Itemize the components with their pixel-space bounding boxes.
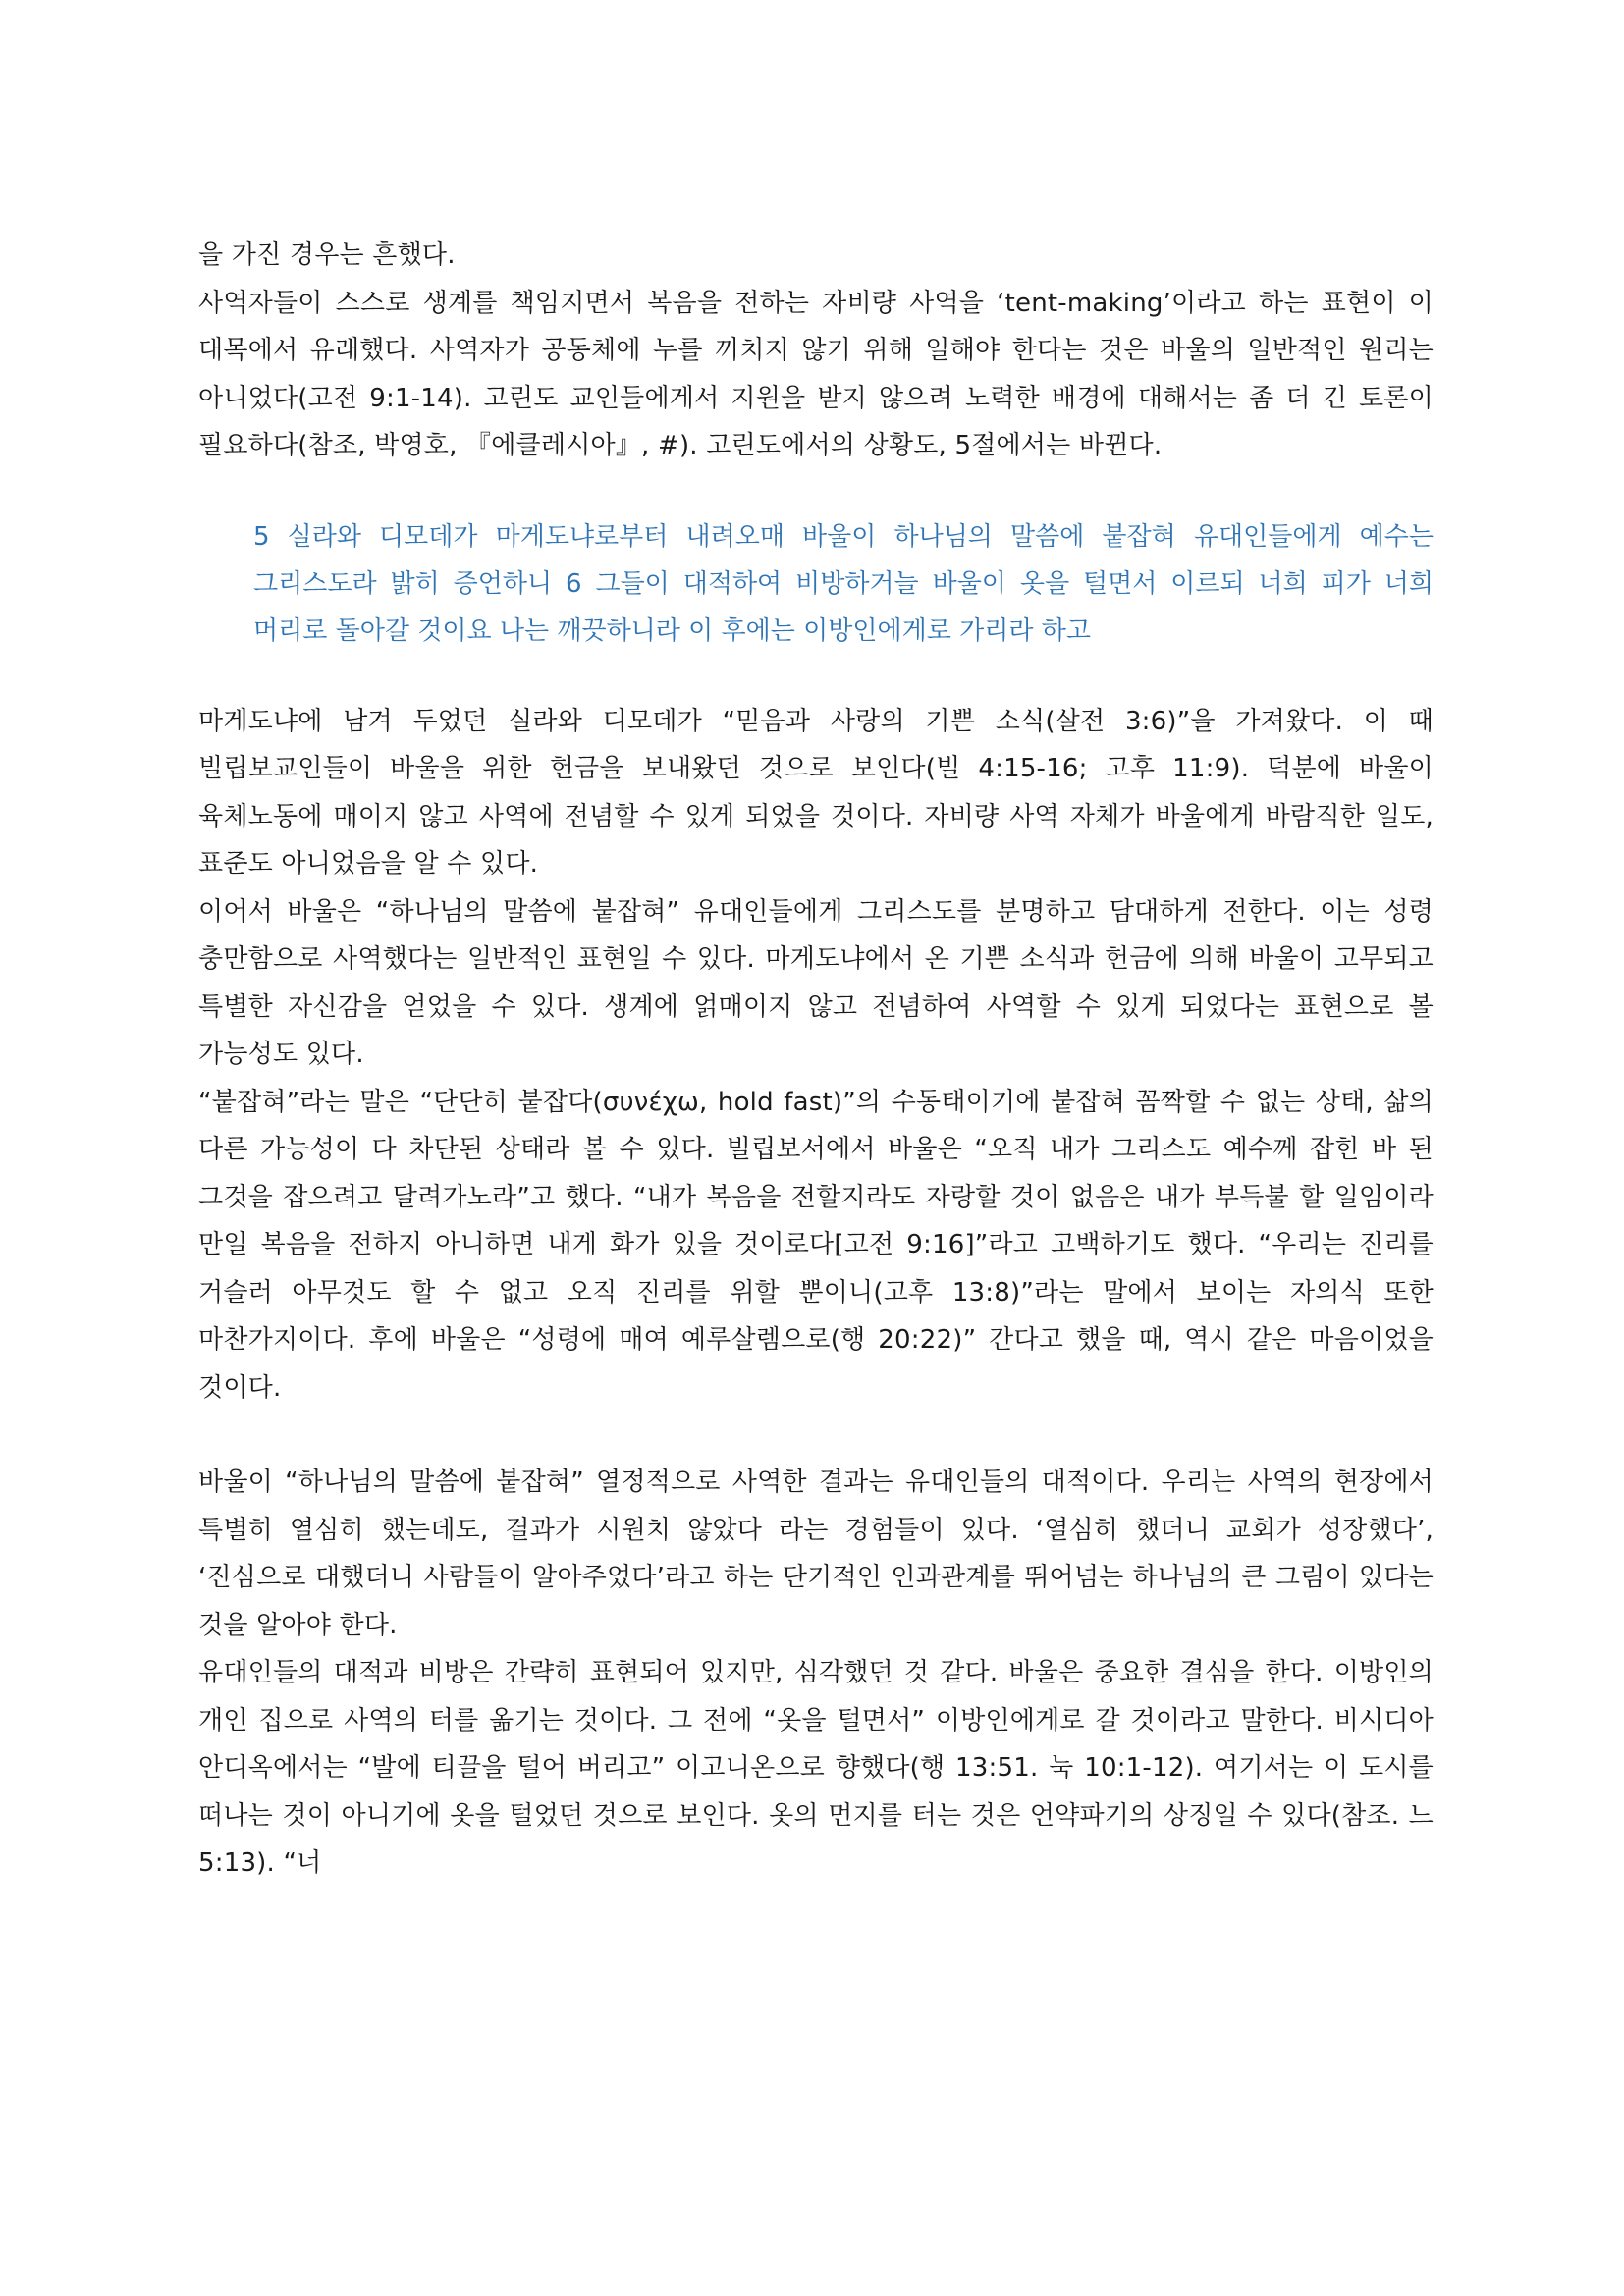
paragraph-shaking-clothes: 유대인들의 대적과 비방은 간략히 표현되어 있지만, 심각했던 것 같다. 바울은 중요한 결심을 한다. 이방인의 개인 집으로 사역의 터를 옮기는 것이다. 그 전에 “옷을 털면서” 이방인에게로 갈 것이라고 말한다. 비시디아 안디옥에서는 “발에 티끌을 털어 버리고” 이고니온으로 향했다(행 13:51. 눅 10:1-12). 여기서는 이 도시를 떠나는 것이 아니기에 옷을 털었던 것으로 보인다. 옷의 먼지를 터는 것은 언약파기의 상징일 수 있다(참조. 느 5:13). “너 [198, 1658, 1434, 1878]
paragraph-held-fast: “붙잡혀”라는 말은 “단단히 붙잡다(συνέχω, hold fast)”의 수동태이기에 붙잡혀 꼼짝할 수 없는 상태, 삶의 다른 가능성이 다 차단된 상태라 볼 수 있다. 빌립보서에서 바울은 “오직 내가 그리스도 예수께 잡힌 바 된 그것을 잡으려고 달려가노라”고 했다. “내가 복음을 전할지라도 자랑할 것이 없음은 내가 부득불 할 일임이라 만일 복음을 전하지 아니하면 내게 화가 있을 것이로다[고전 9:16]”라고 고백하기도 했다. “우리는 진리를 거슬러 아무것도 할 수 없고 오직 진리를 위할 뿐이니(고후 13:8)”라는 말에서 보이는 자의식 또한 마찬가지이다. 후에 바울은 “성령에 매여 예루살렘으로(행 20:22)” 간다고 했을 때, 역시 같은 마음이었을 것이다. [198, 1087, 1434, 1403]
paragraph-gap [198, 1412, 1434, 1459]
paragraph-macedonia: 마게도냐에 남겨 두었던 실라와 디모데가 “믿음과 사랑의 기쁜 소식(살전 3:6)”을 가져왔다. 이 때 빌립보교인들이 바울을 위한 헌금을 보내왔던 것으로 보인다(빌 4:15-16; 고후 11:9). 덕분에 바울이 육체노동에 매이지 않고 사역에 전념할 수 있게 되었을 것이다. 자비량 사역 자체가 바울에게 바람직한 일도, 표준도 아니었음을 알 수 있다. [198, 706, 1434, 879]
scripture-quote: 5 실라와 디모데가 마게도냐로부터 내려오매 바울이 하나님의 말씀에 붙잡혀 유대인들에게 예수는 그리스도라 밝히 증언하니 6 그들이 대적하여 비방하거늘 바울이 옷을 털면서 이르되 너희 피가 너희 머리로 돌아갈 것이요 나는 깨끗하니라 이 후에는 이방인에게로 가리라 하고 [253, 521, 1434, 646]
document-page [198, 232, 1434, 2195]
paragraph-tent-making: 사역자들이 스스로 생계를 책임지면서 복음을 전하는 자비량 사역을 ‘tent-making’이라고 하는 표현이 이 대목에서 유래했다. 사역자가 공동체에 누를 끼치지 않기 위해 일해야 한다는 것은 바울의 일반적인 원리는 아니었다(고전 9:1-14). 고린도 교인들에게서 지원을 받지 않으려 노력한 배경에 대해서는 좀 더 긴 토론이 필요하다(참조, 박영호, 『에클레시아』, #). 고린도에서의 상황도, 5절에서는 바뀐다. [198, 288, 1434, 460]
paragraph-opposition: 바울이 “하나님의 말씀에 붙잡혀” 열정적으로 사역한 결과는 유대인들의 대적이다. 우리는 사역의 현장에서 특별히 열심히 했는데도, 결과가 시원치 않았다 라는 경험들이 있다. ‘열심히 했더니 교회가 성장했다’, ‘진심으로 대했더니 사람들이 알아주었다’라고 하는 단기적인 인과관계를 뛰어넘는 하나님의 큰 그림이 있다는 것을 알아야 한다. [198, 1468, 1434, 1640]
paragraph-word-of-god: 이어서 바울은 “하나님의 말씀에 붙잡혀” 유대인들에게 그리스도를 분명하고 담대하게 전한다. 이는 성령 충만함으로 사역했다는 일반적인 표현일 수 있다. 마게도냐에서 온 기쁜 소식과 헌금에 의해 바울이 고무되고 특별한 자신감을 얻었을 수 있다. 생계에 얽매이지 않고 전념하여 사역할 수 있게 되었다는 표현으로 볼 가능성도 있다. [198, 896, 1434, 1069]
paragraph-continuation: 을 가진 경우는 흔했다. [198, 240, 456, 270]
